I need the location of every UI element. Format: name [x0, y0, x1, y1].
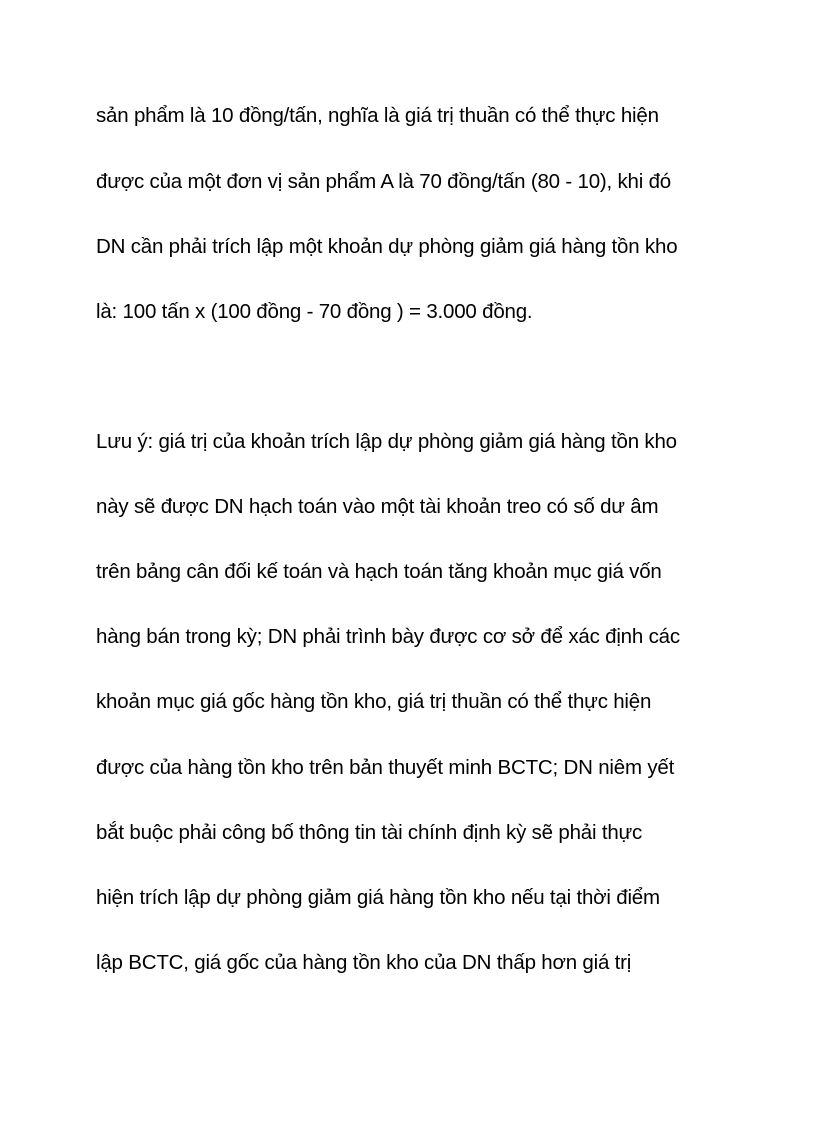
- text-line: hàng bán trong kỳ; DN phải trình bày được cơ sở để xác định các: [96, 625, 680, 648]
- text-line: lập BCTC, giá gốc của hàng tồn kho của DN thấp hơn giá trị: [96, 951, 632, 974]
- text-line: bắt buộc phải công bố thông tin tài chính định kỳ sẽ phải thực: [96, 821, 643, 844]
- text-line: là: 100 tấn x (100 đồng - 70 đồng ) = 3.000 đồng.: [96, 300, 533, 323]
- text-line: được của một đơn vị sản phẩm A là 70 đồng/tấn (80 - 10), khi đó: [96, 170, 672, 193]
- text-line: sản phẩm là 10 đồng/tấn, nghĩa là giá trị thuần có thể thực hiện: [96, 104, 659, 127]
- text-line: hiện trích lập dự phòng giảm giá hàng tồn kho nếu tại thời điểm: [96, 886, 660, 909]
- text-line: này sẽ được DN hạch toán vào một tài khoản treo có số dư âm: [96, 495, 659, 518]
- text-line: được của hàng tồn kho trên bản thuyết minh BCTC; DN niêm yết: [96, 756, 675, 779]
- text-line: khoản mục giá gốc hàng tồn kho, giá trị thuần có thể thực hiện: [96, 690, 652, 713]
- text-line: Lưu ý: giá trị của khoản trích lập dự phòng giảm giá hàng tồn kho: [96, 430, 677, 453]
- text-line: trên bảng cân đối kế toán và hạch toán tăng khoản mục giá vốn: [96, 560, 662, 583]
- text-line: DN cần phải trích lập một khoản dự phòng giảm giá hàng tồn kho: [96, 235, 678, 258]
